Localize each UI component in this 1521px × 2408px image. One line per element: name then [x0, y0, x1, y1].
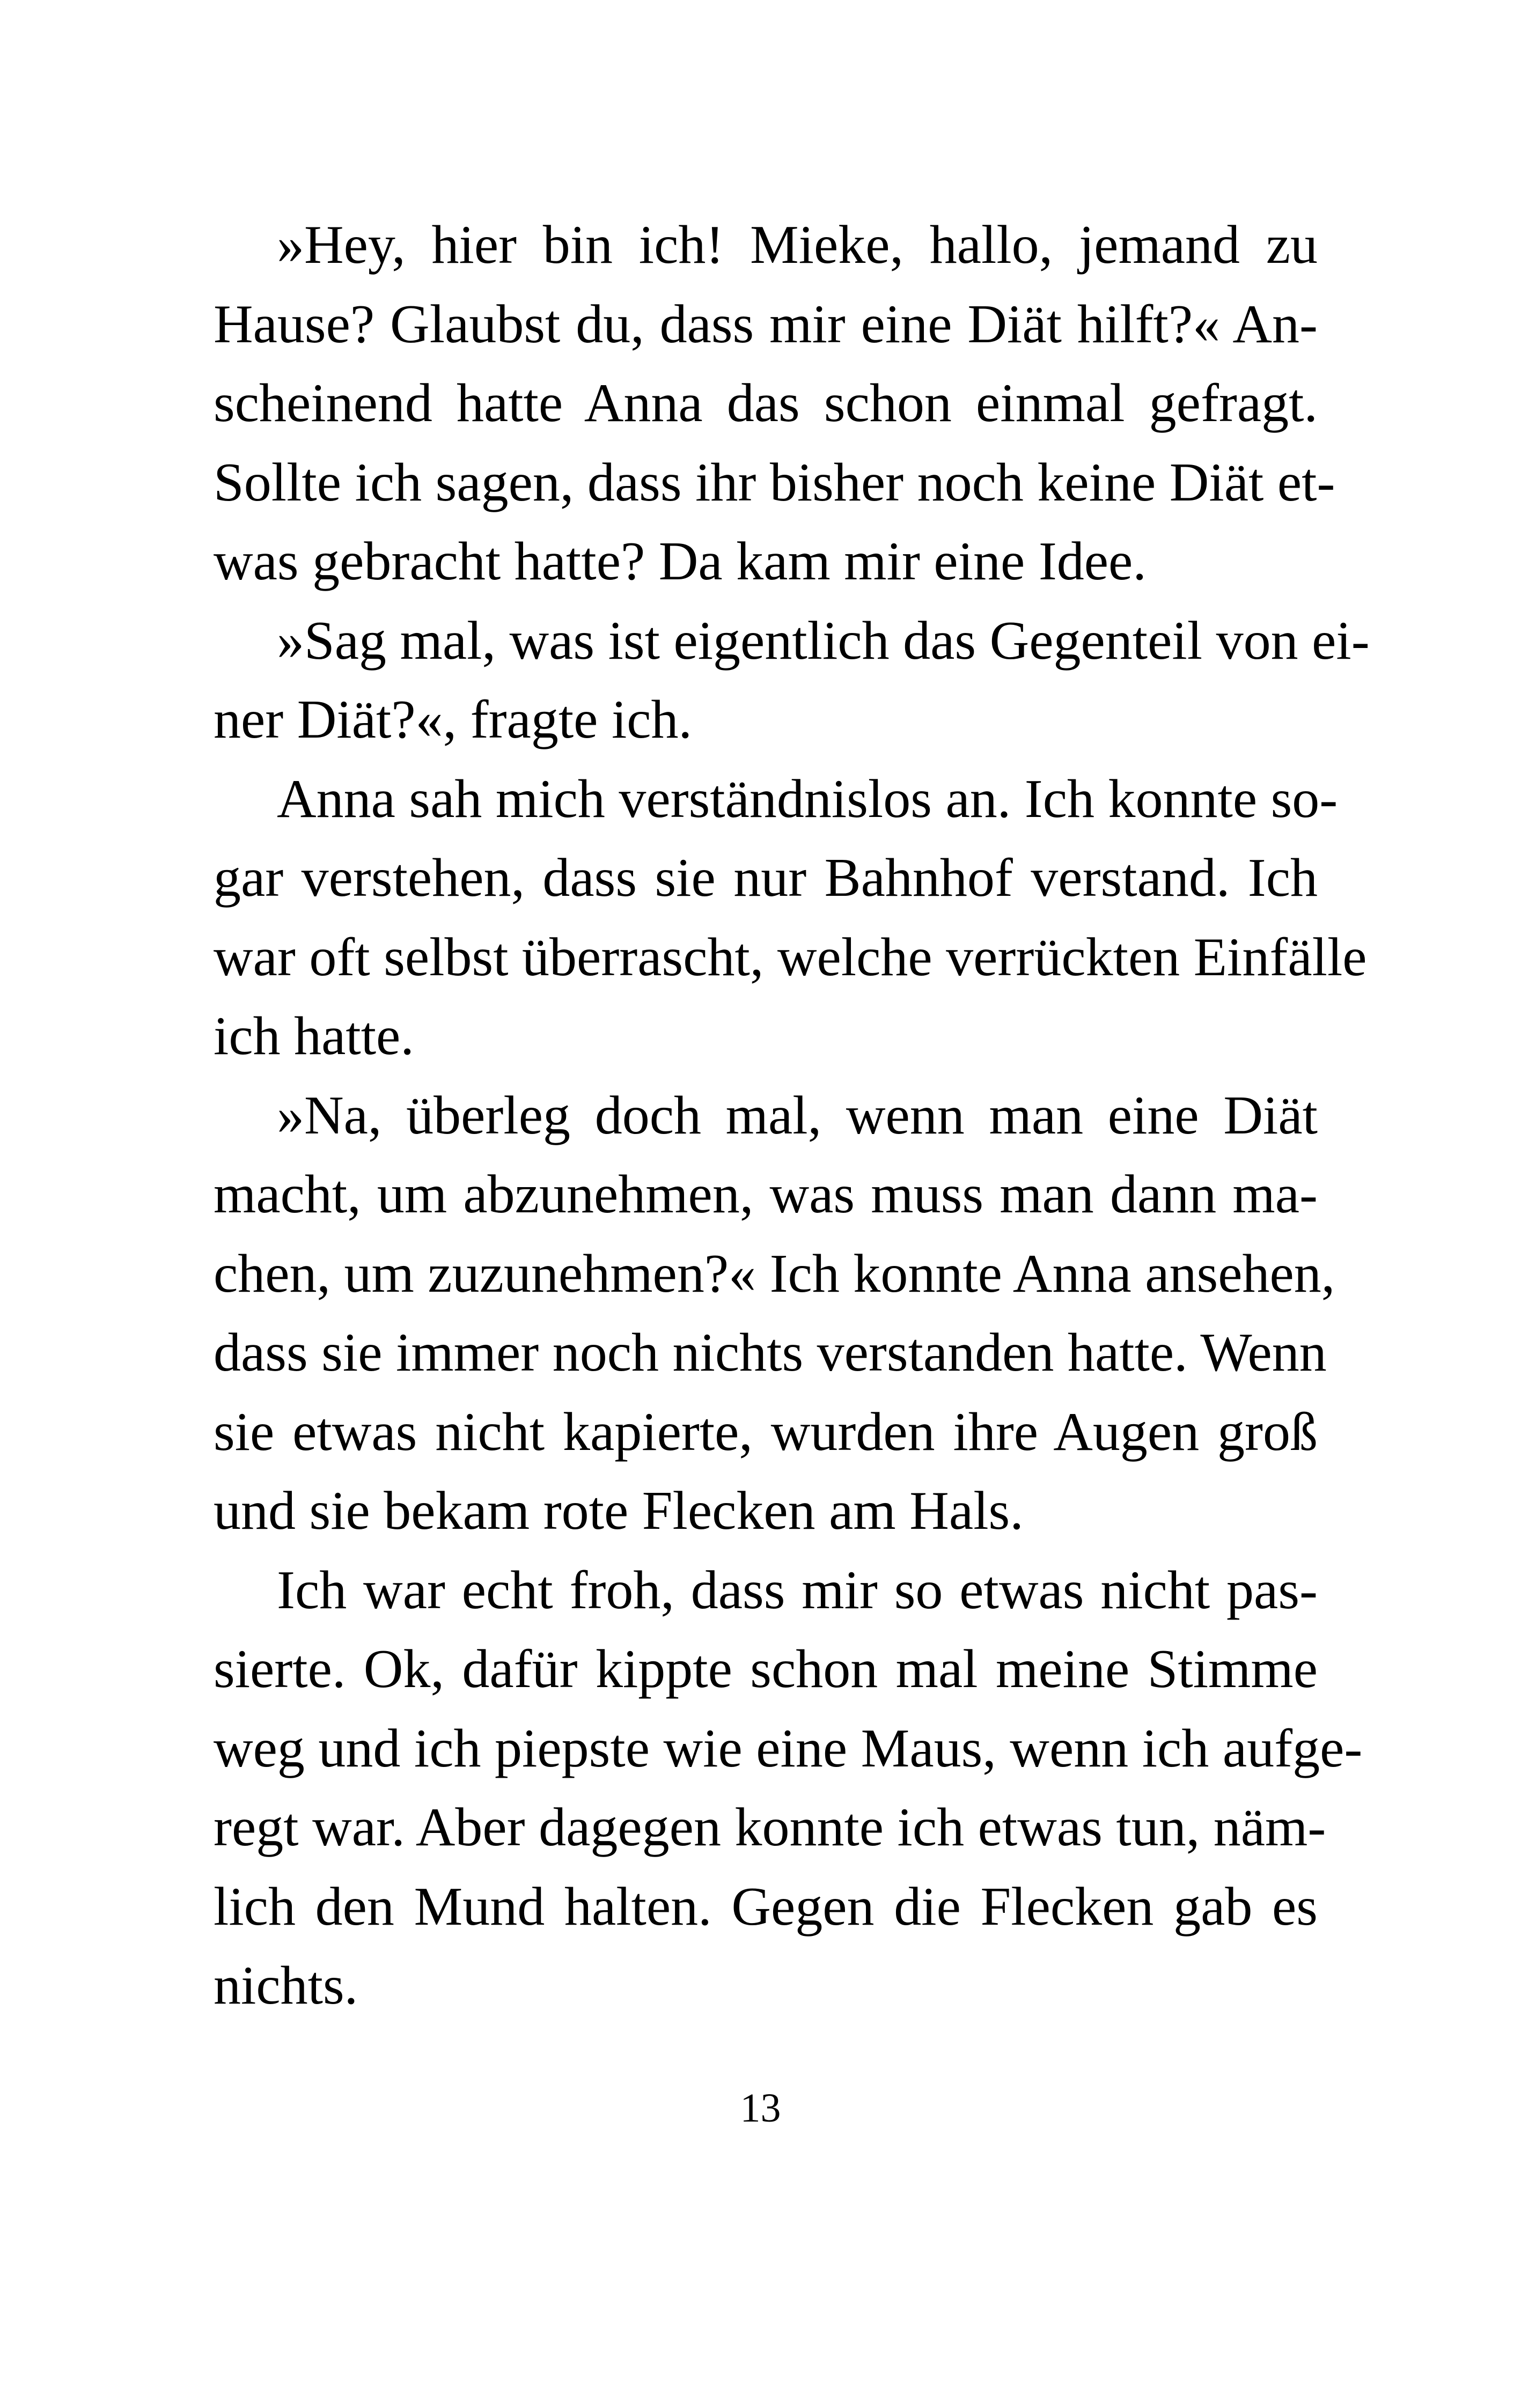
paragraph — [214, 760, 1367, 1076]
page-number: 13 — [740, 2086, 781, 2131]
text-line: nichts. — [214, 1955, 358, 2016]
text-line: Hause? Glaubst du, dass mir eine Diät hilft?« An- — [214, 293, 1318, 355]
text-line: macht, um abzunehmen, was muss man dann ma- — [214, 1164, 1318, 1225]
text-line: lich den Mund halten. Gegen die Flecken gab es — [214, 1876, 1318, 1937]
paragraph — [214, 1551, 1363, 2026]
paragraph — [214, 1076, 1335, 1551]
text-line: dass sie immer noch nichts verstanden hatte. Wenn — [214, 1322, 1327, 1383]
text-line: weg und ich piepste wie eine Maus, wenn ich aufge- — [214, 1718, 1363, 1779]
text-line: »Na, überleg doch mal, wenn man eine Diät — [277, 1085, 1318, 1146]
text-line: ner Diät?«, fragte ich. — [214, 689, 693, 750]
text-line: war oft selbst überrascht, welche verrückten Einfälle — [214, 926, 1367, 988]
text-line: chen, um zuzunehmen?« Ich konnte Anna ansehen, — [214, 1243, 1335, 1304]
text-line: »Sag mal, was ist eigentlich das Gegenteil von ei- — [277, 610, 1370, 671]
text-line: was gebracht hatte? Da kam mir eine Idee. — [214, 531, 1147, 592]
text-line: »Hey, hier bin ich! Mieke, hallo, jemand zu — [277, 215, 1318, 275]
text-line: gar verstehen, dass sie nur Bahnhof verstand. Ich — [214, 848, 1318, 908]
text-line: Anna sah mich verständnislos an. Ich konnte so- — [277, 768, 1338, 829]
text-line: Sollte ich sagen, dass ihr bisher noch keine Diät et- — [214, 452, 1335, 513]
text-line: Ich war echt froh, dass mir so etwas nicht pas- — [277, 1559, 1318, 1621]
text-line: sierte. Ok, dafür kippte schon mal meine Stimme — [214, 1639, 1318, 1699]
text-line: scheinend hatte Anna das schon einmal gefragt. — [214, 373, 1318, 433]
paragraph — [214, 205, 1335, 601]
text-line: regt war. Aber dagegen konnte ich etwas tun, näm- — [214, 1797, 1326, 1858]
text-line: ich hatte. — [214, 1006, 414, 1066]
text-line: sie etwas nicht kapierte, wurden ihre Augen groß — [214, 1401, 1318, 1462]
text-line: und sie bekam rote Flecken am Hals. — [214, 1481, 1024, 1541]
paragraph — [214, 601, 1370, 760]
book-page-text — [214, 205, 1370, 2026]
